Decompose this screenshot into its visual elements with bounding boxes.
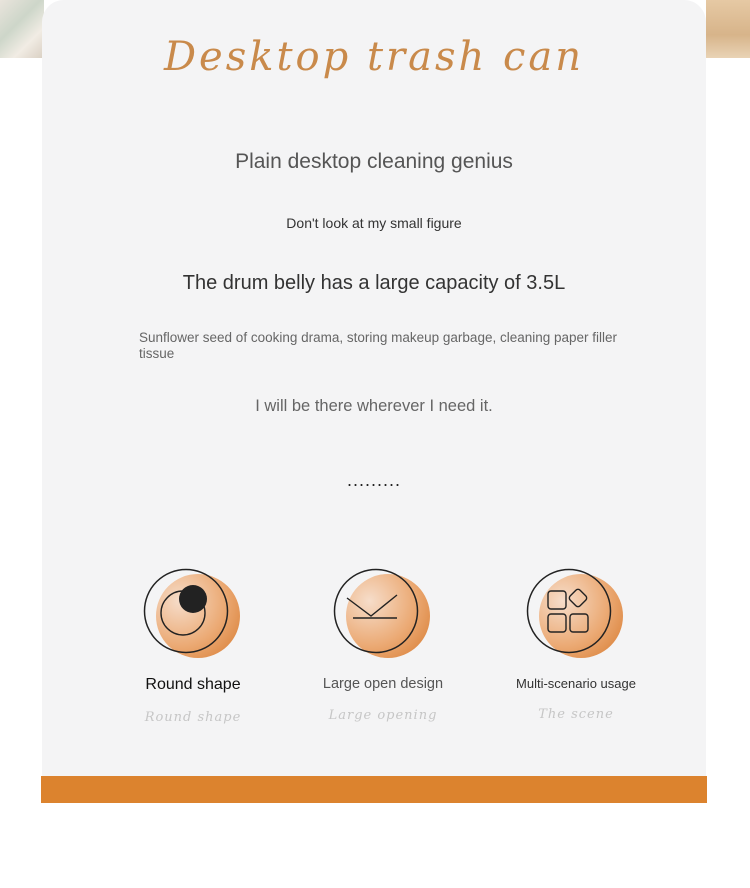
feature-large-opening	[288, 568, 478, 723]
feature-round-shape	[98, 568, 288, 725]
background-photo-right	[706, 0, 750, 58]
background-photo-left	[0, 0, 44, 58]
usage-description: Sunflower seed of cooking drama, storing makeup garbage, cleaning paper filler tissue	[139, 330, 618, 361]
feature-label: Large open design	[322, 676, 444, 692]
feature-multi-scenario	[481, 568, 671, 722]
feature-sublabel: The scene	[538, 707, 614, 722]
slogan: I will be there wherever I need it.	[255, 397, 493, 415]
open-envelope-icon	[333, 568, 420, 655]
product-card	[42, 0, 706, 782]
feature-sublabel: Large opening	[328, 708, 438, 723]
tagline: Don't look at my small figure	[286, 215, 462, 231]
page-title: Desktop trash can	[163, 34, 585, 80]
feature-icon-wrap	[143, 568, 243, 660]
round-shape-icon	[143, 568, 230, 655]
feature-icon-wrap	[526, 568, 626, 660]
capacity-headline: The drum belly has a large capacity of 3.5L	[182, 272, 566, 294]
accent-bar	[41, 776, 707, 803]
feature-sublabel: Round shape	[144, 710, 242, 725]
grid-apps-icon	[526, 568, 613, 655]
ellipsis: .........	[346, 470, 401, 490]
headline: Plain desktop cleaning genius	[235, 150, 513, 173]
feature-label: Round shape	[145, 676, 241, 693]
feature-icon-wrap	[333, 568, 433, 660]
feature-label: Multi-scenario usage	[516, 676, 636, 691]
